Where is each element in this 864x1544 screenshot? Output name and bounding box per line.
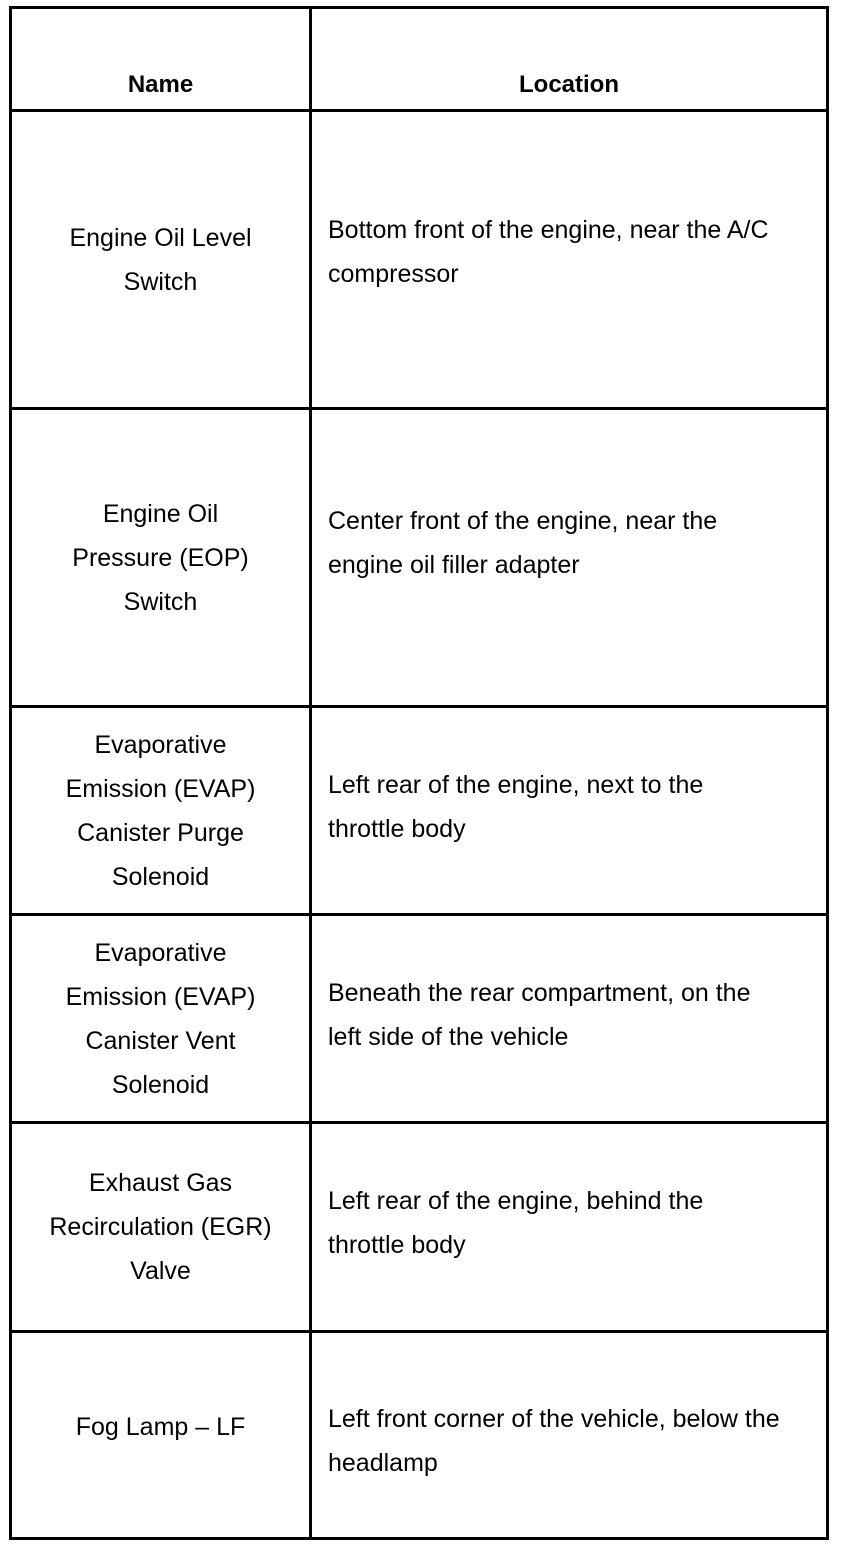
name-cell <box>11 1123 311 1332</box>
component-location: Left rear of the engine, next to the throttle body <box>328 770 704 843</box>
location-cell <box>311 707 828 915</box>
location-cell <box>311 1332 828 1539</box>
location-cell <box>311 915 828 1123</box>
component-name: Fog Lamp – LF <box>75 1413 246 1441</box>
component-location: Center front of the engine, near the engine oil filler adapter <box>328 506 718 579</box>
name-cell <box>11 111 311 409</box>
location-cell <box>311 1123 828 1332</box>
location-cell <box>311 111 828 409</box>
table-row <box>11 1123 828 1332</box>
component-name: Evaporative Emission (EVAP) Canister Purge Solenoid <box>65 730 256 891</box>
table-header-row <box>11 8 828 111</box>
component-name: Engine Oil Level Switch <box>69 223 252 296</box>
header-location: Location <box>311 8 828 111</box>
component-location: Left front corner of the vehicle, below the headlamp <box>328 1405 780 1477</box>
component-location-table <box>9 6 829 1540</box>
name-cell <box>11 707 311 915</box>
name-cell <box>11 915 311 1123</box>
component-location: Left rear of the engine, behind the throttle body <box>328 1187 704 1259</box>
table-row <box>11 707 828 915</box>
component-location: Bottom front of the engine, near the A/C compressor <box>328 215 769 288</box>
component-location: Beneath the rear compartment, on the left side of the vehicle <box>328 978 751 1051</box>
name-cell <box>11 409 311 707</box>
location-cell <box>311 409 828 707</box>
component-name: Exhaust Gas Recirculation (EGR) Valve <box>49 1169 272 1285</box>
table-row <box>11 111 828 409</box>
table-row <box>11 915 828 1123</box>
table-row <box>11 1332 828 1539</box>
component-name: Evaporative Emission (EVAP) Canister Vent Solenoid <box>65 938 256 1099</box>
name-cell <box>11 1332 311 1539</box>
table-row <box>11 409 828 707</box>
header-name: Name <box>11 8 311 111</box>
component-name: Engine Oil Pressure (EOP) Switch <box>72 499 249 616</box>
